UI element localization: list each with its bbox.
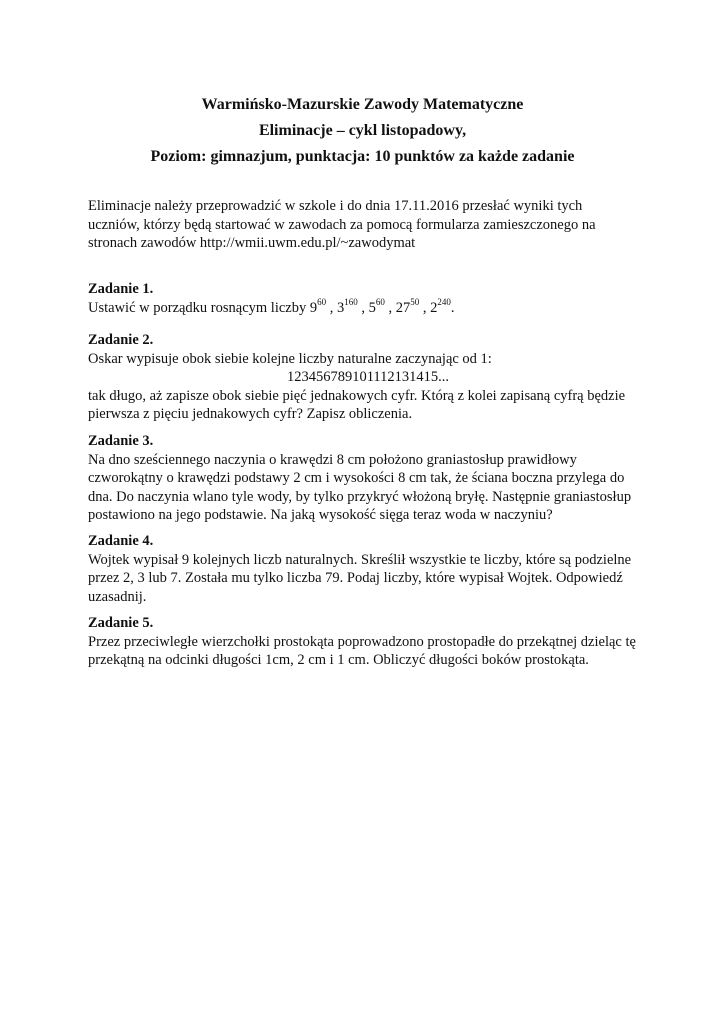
task-1 xyxy=(88,280,648,317)
intro-paragraph xyxy=(88,197,648,253)
intro-line: stronach zawodów http://wmii.uwm.edu.pl/~zawodymat xyxy=(88,235,416,251)
intro-line: uczniów, którzy będą startować w zawodach za pomocą formularza zamieszczonego na xyxy=(88,216,596,233)
separator: , xyxy=(357,299,369,316)
number-sequence: 123456789101112131415... xyxy=(286,369,450,385)
power-base: 5 xyxy=(368,299,376,316)
task-line xyxy=(88,296,648,318)
header-subtitle: Eliminacje – cykl listopadowy, xyxy=(258,122,467,139)
task-line: przekątną na odcinki długości 1cm, 2 cm i 1 cm. Obliczyć długości boków prostokąta. xyxy=(88,652,589,668)
task-4 xyxy=(88,532,648,606)
task-line: czworokątny o krawędzi podstawy 2 cm i wysokości 8 cm tak, że ściana boczna przylega do xyxy=(88,470,625,486)
task-line: Na dno sześciennego naczynia o krawędzi 8 cm położono graniastosłup prawidłowy xyxy=(88,451,577,468)
intro-line: Eliminacje należy przeprowadzić w szkole i do dnia 17.11.2016 przesłać wyniki tych xyxy=(88,198,583,214)
power-base: 3 xyxy=(337,299,345,316)
task-line: postawiono na jego podstawie. Na jaką wysokość sięga teraz woda w naczyniu? xyxy=(88,507,553,523)
task-line: uzasadnij. xyxy=(88,588,147,605)
header-level: Poziom: gimnazjum, punktacja: 10 punktów za każde zadanie xyxy=(150,148,575,165)
task-title: Zadanie 1. xyxy=(88,281,154,297)
task-line: Przez przeciwległe wierzchołki prostokąta poprowadzono prostopadłe do przekątnej dzieląc tę xyxy=(88,633,636,650)
task-line: Wojtek wypisał 9 kolejnych liczb naturalnych. Skreślił wszystkie te liczby, które są podzielne xyxy=(88,551,632,568)
task-5 xyxy=(88,614,648,670)
power-exponent: 160 xyxy=(344,296,358,307)
task-title: Zadanie 3. xyxy=(88,433,154,449)
separator: , xyxy=(384,299,396,316)
task-title: Zadanie 4. xyxy=(88,533,154,549)
power-exponent: 60 xyxy=(317,296,327,307)
task-line: Oskar wypisuje obok siebie kolejne liczby naturalne zaczynając od 1: xyxy=(88,350,492,367)
separator: , xyxy=(326,299,337,316)
power-base: 2 xyxy=(430,299,438,316)
document-header xyxy=(0,92,725,170)
sentence-end: . xyxy=(450,299,455,316)
power-base: 27 xyxy=(395,299,411,316)
task-3 xyxy=(88,432,648,525)
task-line: tak długo, aż zapisze obok siebie pięć jednakowych cyfr. Którą z kolei zapisaną cyfrą będzie xyxy=(88,387,626,404)
task-title: Zadanie 5. xyxy=(88,615,154,631)
power-exponent: 60 xyxy=(375,296,385,307)
task-2 xyxy=(88,331,648,424)
task-title: Zadanie 2. xyxy=(88,332,154,348)
task-line: dna. Do naczynia wlano tyle wody, by tylko przykryć włożoną bryłę. Następnie graniastosłup xyxy=(88,488,632,505)
task-line: przez 2, 3 lub 7. Została mu tylko liczba 79. Podaj liczby, które wypisał Wojtek. Odpowiedź xyxy=(88,570,623,586)
power-base: 9 xyxy=(309,299,318,316)
power-exponent: 240 xyxy=(437,296,451,307)
separator: , xyxy=(419,299,431,316)
task-line: pierwsza z pięciu jednakowych cyfr? Zapisz obliczenia. xyxy=(88,406,413,422)
header-title: Warmińsko-Mazurskie Zawody Matematyczne xyxy=(201,96,524,113)
task-text: Ustawić w porządku rosnącym liczby xyxy=(88,299,310,316)
power-exponent: 50 xyxy=(410,296,420,307)
